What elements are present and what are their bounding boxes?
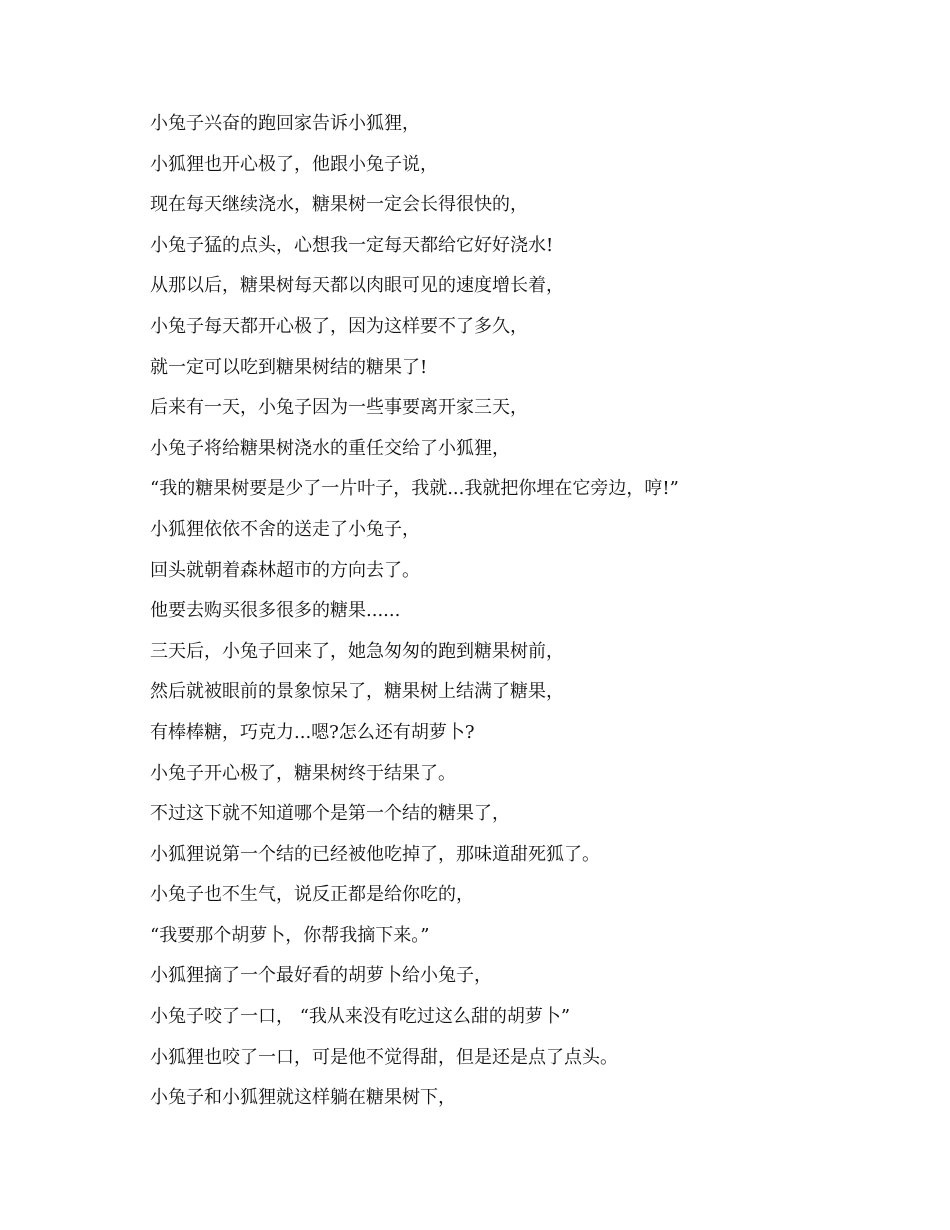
text-line: 从那以后，糖果树每天都以肉眼可见的速度增长着， bbox=[150, 275, 564, 297]
text-line: 小狐狸也开心极了，他跟小兔子说， bbox=[150, 153, 438, 175]
text-line: 小兔子和小狐狸就这样躺在糖果树下， bbox=[150, 1087, 456, 1109]
text-line: 不过这下就不知道哪个是第一个结的糖果了， bbox=[150, 803, 510, 825]
text-line: 小兔子咬了一口， “我从来没有吃过这么甜的胡萝卜” bbox=[150, 1006, 571, 1028]
text-line: 三天后，小兔子回来了，她急匆匆的跑到糖果树前， bbox=[150, 640, 564, 662]
text-line: 小兔子猛的点头，心想我一定每天都给它好好浇水! bbox=[150, 234, 554, 256]
text-line: 小狐狸摘了一个最好看的胡萝卜给小兔子， bbox=[150, 965, 492, 987]
text-line: 他要去购买很多很多的糖果...... bbox=[150, 600, 401, 622]
text-line: 小狐狸依依不舍的送走了小兔子， bbox=[150, 518, 420, 540]
text-line: “我要那个胡萝卜，你帮我摘下来。” bbox=[150, 924, 430, 946]
text-line: “我的糖果树要是少了一片叶子，我就...我就把你埋在它旁边，哼!” bbox=[150, 478, 679, 500]
text-line: 小狐狸说第一个结的已经被他吃掉了，那味道甜死狐了。 bbox=[150, 843, 600, 865]
text-line: 小兔子也不生气，说反正都是给你吃的， bbox=[150, 884, 474, 906]
text-line: 就一定可以吃到糖果树结的糖果了! bbox=[150, 356, 428, 378]
text-line: 小兔子每天都开心极了，因为这样要不了多久， bbox=[150, 315, 528, 337]
text-line: 小兔子开心极了，糖果树终于结果了。 bbox=[150, 762, 456, 784]
text-line: 现在每天继续浇水，糖果树一定会长得很快的， bbox=[150, 194, 528, 216]
text-line: 回头就朝着森林超市的方向去了。 bbox=[150, 559, 420, 581]
text-line: 后来有一天，小兔子因为一些事要离开家三天， bbox=[150, 397, 528, 419]
text-line: 然后就被眼前的景象惊呆了，糖果树上结满了糖果， bbox=[150, 681, 564, 703]
text-line: 小兔子兴奋的跑回家告诉小狐狸， bbox=[150, 113, 420, 134]
story-text bbox=[150, 111, 870, 1126]
text-line: 小兔子将给糖果树浇水的重任交给了小狐狸， bbox=[150, 437, 510, 459]
text-line: 小狐狸也咬了一口，可是他不觉得甜，但是还是点了点头。 bbox=[150, 1046, 618, 1068]
text-line: 有棒棒糖，巧克力...嗯?怎么还有胡萝卜? bbox=[150, 721, 475, 743]
